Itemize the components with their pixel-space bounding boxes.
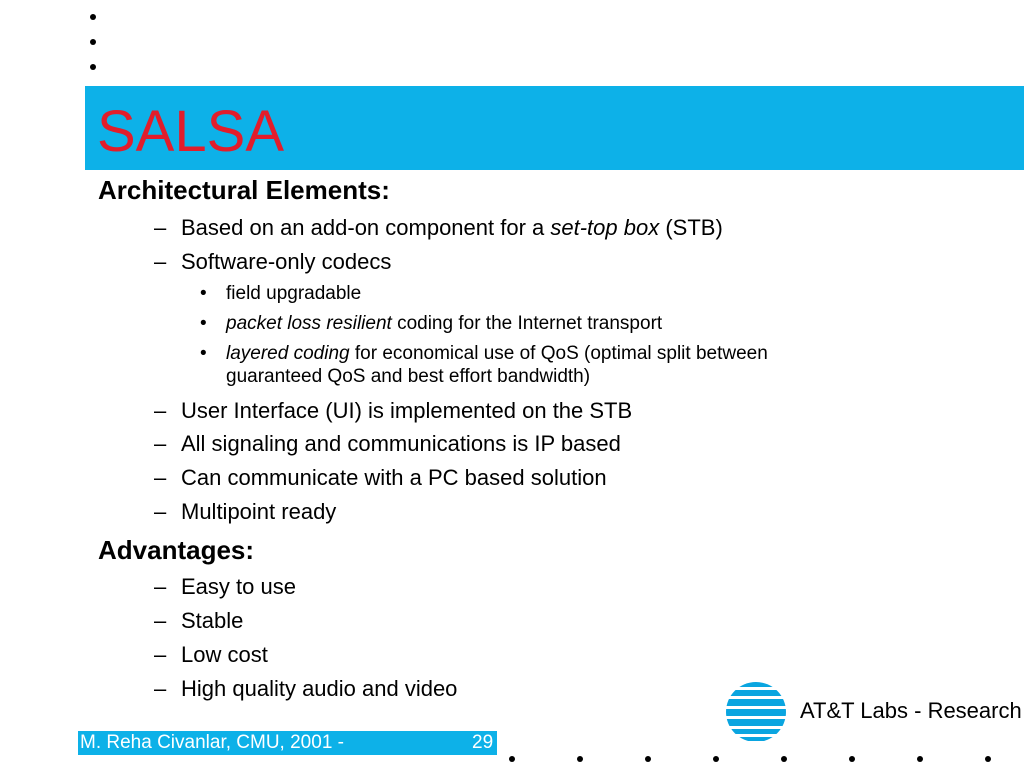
- decorative-dot: [713, 756, 719, 762]
- list-item: – High quality audio and video: [154, 676, 458, 701]
- list-item: – Easy to use: [154, 574, 296, 599]
- sub-list-item: • layered coding for economical use of QoS (optimal split between: [200, 343, 768, 364]
- sub-list-item: • field upgradable: [200, 283, 362, 304]
- decorative-dot: [90, 14, 96, 20]
- list-item: – Low cost: [154, 642, 268, 667]
- list-item: – Software-only codecs: [154, 249, 392, 274]
- decorative-dot: [985, 756, 991, 762]
- decorative-dot: [509, 756, 515, 762]
- decorative-dot: [577, 756, 583, 762]
- page-number: 29: [472, 732, 494, 753]
- decorative-dot: [645, 756, 651, 762]
- section-heading-advantages: Advantages:: [98, 535, 255, 565]
- att-globe-icon: [724, 680, 788, 749]
- slide-title: SALSA: [97, 99, 284, 164]
- list-item: – Can communicate with a PC based solution: [154, 465, 607, 490]
- list-item: – User Interface (UI) is implemented on the STB: [154, 398, 633, 423]
- footer-author: M. Reha Civanlar, CMU, 2001 -: [80, 732, 344, 753]
- list-item: – Multipoint ready: [154, 499, 337, 524]
- sub-list-item-continuation: guaranteed QoS and best effort bandwidth): [226, 366, 591, 387]
- decorative-dot: [917, 756, 923, 762]
- decorative-dot: [90, 39, 96, 45]
- list-item: – Stable: [154, 608, 244, 633]
- section-heading-architectural: Architectural Elements:: [98, 175, 390, 205]
- decorative-dot: [90, 64, 96, 70]
- decorative-dot: [849, 756, 855, 762]
- organization-name: AT&T Labs - Research: [800, 698, 1022, 723]
- sub-list-item: • packet loss resilient coding for the Internet transport: [200, 313, 663, 334]
- list-item: – All signaling and communications is IP based: [154, 431, 621, 456]
- list-item: – Based on an add-on component for a set-top box (STB): [154, 215, 723, 240]
- decorative-dot: [781, 756, 787, 762]
